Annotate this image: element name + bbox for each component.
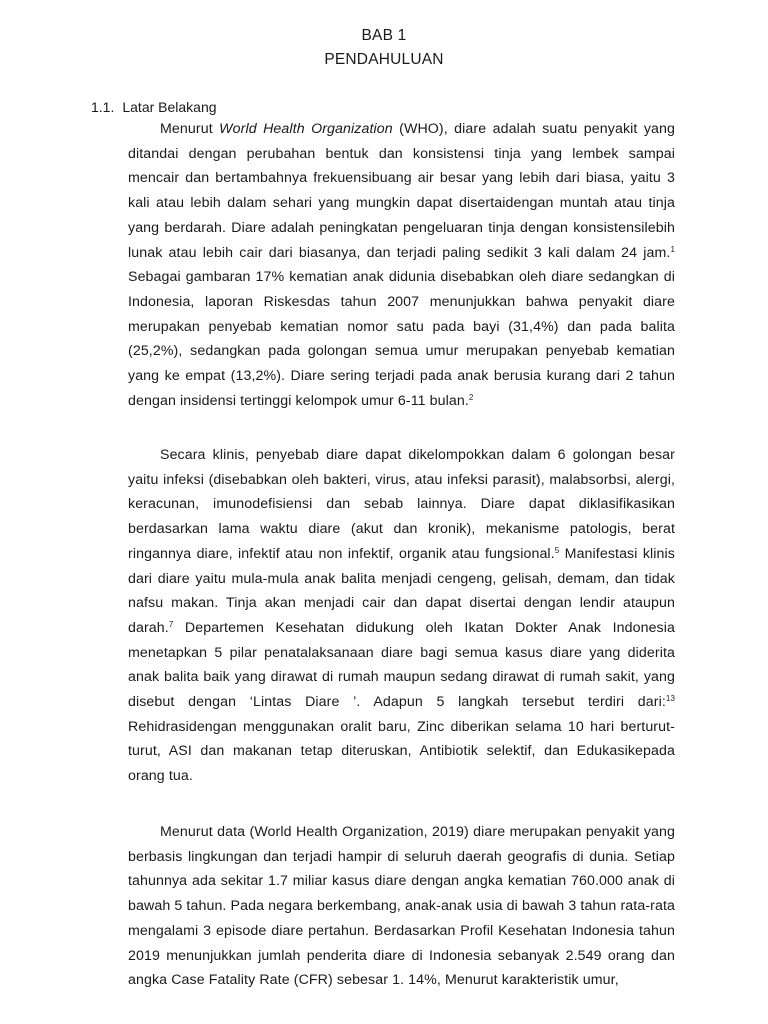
text-run: Menurut bbox=[160, 121, 220, 137]
footnote-ref: 13 bbox=[665, 694, 675, 704]
text-run: Manifestasi klinis dari diare yaitu mula-mula anak balita menjadi cengeng, gelisah, demam, dan tidak nafsu makan. Tinja akan menjadi cair dan dapat disertai dengan lendir ataupun darah. bbox=[128, 545, 675, 636]
paragraph-text bbox=[128, 443, 675, 789]
paragraph-3 bbox=[128, 820, 675, 993]
chapter-title: PENDAHULUAN bbox=[324, 51, 444, 68]
paragraph-text bbox=[128, 117, 675, 413]
footnote-ref: 1 bbox=[670, 244, 675, 254]
text-run: Secara klinis, penyebab diare dapat dikelompokkan dalam 6 golongan besar yaitu infeksi (disebabkan oleh bakteri, virus, atau infeksi parasit), malabsorbsi, alergi, keracunan, imunodefisiensi dan sebab lainnya. Diare dapat diklasifikasikan berdasarkan lama waktu diare (akut dan kronik), mekanisme patologis, berat ringannya diare, infektif atau non infektif, organik atau fungsional. bbox=[128, 447, 675, 562]
text-run: Menurut data (World Health Organization, 2019) diare merupakan penyakit yang berbasis lingkungan dan terjadi hampir di seluruh daerah geografis di dunia. Setiap tahunnya ada sekitar 1.7 miliar kasus diare dengan angka kematian 760.000 anak di bawah 5 tahun. Pada negara berkembang, anak-anak usia di bawah 3 tahun rata-rata mengalami 3 episode diare pertahun. Berdasarkan Profil Kesehatan Indonesia tahun 2019 menunjukkan jumlah penderita diare di Indonesia sebanyak 2.549 orang dan angka Case Fatality Rate (CFR) sebesar 1. 14%, Menurut karakteristik umur, bbox=[128, 824, 675, 989]
chapter-number: BAB 1 bbox=[361, 27, 407, 44]
footnote-ref: 2 bbox=[468, 392, 474, 402]
text-run: Sebagai gambaran 17% kematian anak didunia disebabkan oleh diare sedangkan di Indonesia, laporan Riskesdas tahun 2007 menunjukkan bahwa penyakit diare merupakan penyebab kematian nomor satu pada bayi (31,4%) dan pada balita (25,2%), sedangkan pada golongan semua umur merupakan penyebab kematian yang ke empat (13,2%). Diare sering terjadi pada anak berusia kurang dari 2 tahun dengan insidensi tertinggi kelompok umur 6-11 bulan. bbox=[128, 269, 675, 409]
italic-text: World Health Organization bbox=[219, 121, 393, 137]
section-heading bbox=[91, 99, 217, 115]
section-number: 1.1. bbox=[91, 99, 115, 115]
text-run: (WHO), diare adalah suatu penyakit yang ditandai dengan perubahan bentuk dan konsistensi tinja yang lembek sampai mencair dan bertambahnya frekuensibuang air besar yang lebih dari biasa, yaitu 3 kali atau lebih dalam sehari yang mungkin dapat disertaidengan muntah atau tinja yang berdarah. Diare adalah peningkatan pengeluaran tinja dengan konsistensilebih lunak atau lebih cair dari biasanya, dan terjadi paling sedikit 3 kali dalam 24 jam. bbox=[128, 121, 675, 261]
paragraph-2 bbox=[128, 443, 675, 789]
text-run: Rehidrasidengan menggunakan oralit baru, Zinc diberikan selama 10 hari berturut-turut, ASI dan makanan tetap diteruskan, Antibiotik selektif, dan Edukasikepada orang tua. bbox=[128, 718, 675, 785]
text-run: Departemen Kesehatan didukung oleh Ikatan Dokter Anak Indonesia menetapkan 5 pilar penatalaksanaan diare bagi semua kasus diare yang diderita anak balita baik yang dirawat di rumah maupun sedang dirawat di rumah sakit, yang disebut dengan ‘Lintas Diare ’. Adapun 5 langkah tersebut terdiri dari: bbox=[128, 619, 675, 711]
paragraph-text bbox=[128, 820, 675, 993]
section-title: Latar Belakang bbox=[122, 99, 217, 115]
paragraph-1 bbox=[128, 117, 675, 413]
footnote-ref: 5 bbox=[554, 545, 560, 555]
footnote-ref: 7 bbox=[168, 619, 174, 629]
